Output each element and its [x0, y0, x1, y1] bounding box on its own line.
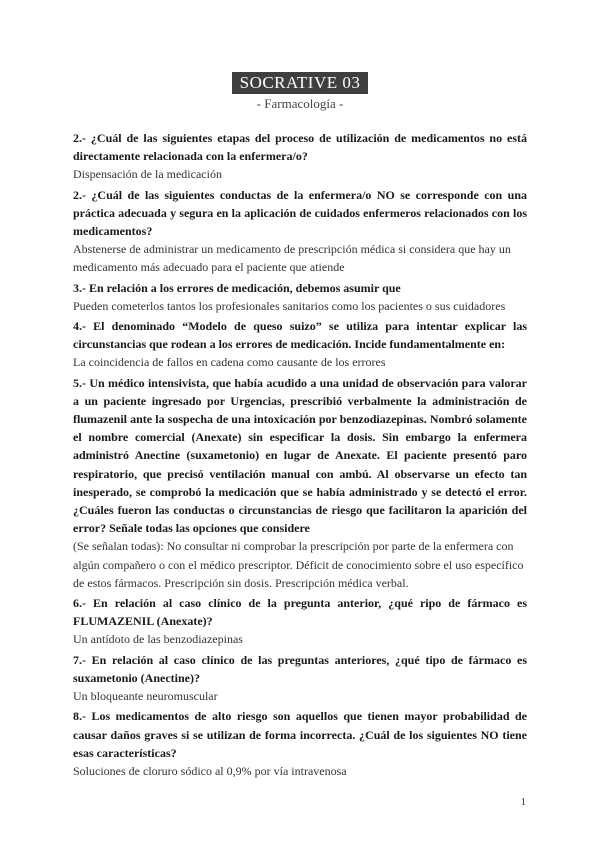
question-text: 2.- ¿Cuál de las siguientes conductas de la enfermera/o NO se corresponde con una práctica adecuada y segura en la aplicación de cuidados enfermeros relacionados con los medicamentos? [73, 187, 527, 239]
answer-text: La coincidencia de fallos en cadena como causante de los errores [73, 355, 386, 370]
answer-text: Abstenerse de administrar un medicamento de prescripción médica si considera que hay un medicamento más adecuado para el paciente que atiende [73, 242, 511, 275]
answer-text: (Se señalan todas): No consultar ni comprobar la prescripción por parte de la enfermera con algún compañero o con el médico prescriptor. Déficit de conocimiento sobre el uso específico de estos fármacos. Prescripción sin dosis. Prescripción médica verbal. [73, 539, 524, 590]
question-text: 5.- Un médico intensivista, que había acudido a una unidad de observación para valorar a un paciente ingresado por Urgencias, prescribió verbalmente la administración de flumazenil ante la sospecha de una intoxicación por benzodiazepinas. Nombró solamente el nombre comercial (Anexate) sin especificar la dosis. Sin embargo la enfermera administró Anectine (suxametonio) en lugar de Anexate. El paciente presentó paro respiratorio, que precisó ventilación manual con ambú. Al observarse un efecto tan inesperado, se comprobó la medicación que se había administrado y se detectó el error. ¿Cuáles fueron las conductas o circunstancias de riesgo que facilitaron la aparición del error? Señale todas las opciones que considere [73, 375, 527, 536]
question-text: 8.- Los medicamentos de alto riesgo son aquellos que tienen mayor probabilidad de causar daños graves si se utilizan de forma incorrecta. ¿Cuál de los siguientes NO tiene esas características? [73, 709, 527, 760]
document-header [0, 0, 600, 112]
question-list [73, 129, 527, 782]
question-text: 4.- El denominado “Modelo de queso suizo” se utiliza para intentar explicar las circunstancias que rodean a los errores de medicación. Incide fundamentalmente en: [73, 319, 527, 352]
answer-text: Pueden cometerlos tantos los profesionales sanitarios como los pacientes o sus cuidadores [73, 298, 506, 313]
answer-text: Dispensación de la medicación [73, 167, 222, 182]
page-number: 1 [520, 796, 526, 808]
answer-text: Un antídoto de las benzodiazepinas [73, 632, 243, 647]
question-text: 2.- ¿Cuál de las siguientes etapas del proceso de utilización de medicamentos no está directamente relacionada con la enfermera/o? [73, 131, 527, 164]
answer-text: Un bloqueante neuromuscular [73, 689, 218, 704]
question-text: 6.- En relación al caso clínico de la pregunta anterior, ¿qué ripo de fármaco es FLUMAZENIL (Anexate)? [73, 596, 527, 629]
question-text: 7.- En relación al caso clínico de las preguntas anteriores, ¿qué tipo de fármaco es suxametonio (Anectine)? [73, 652, 527, 685]
document-title: SOCRATIVE 03 [232, 72, 369, 94]
question-text: 3.- En relación a los errores de medicación, debemos asumir que [73, 280, 401, 295]
answer-text: Soluciones de cloruro sódico al 0,9% por vía intravenosa [73, 763, 347, 778]
document-subtitle: - Farmacología - [256, 96, 344, 111]
